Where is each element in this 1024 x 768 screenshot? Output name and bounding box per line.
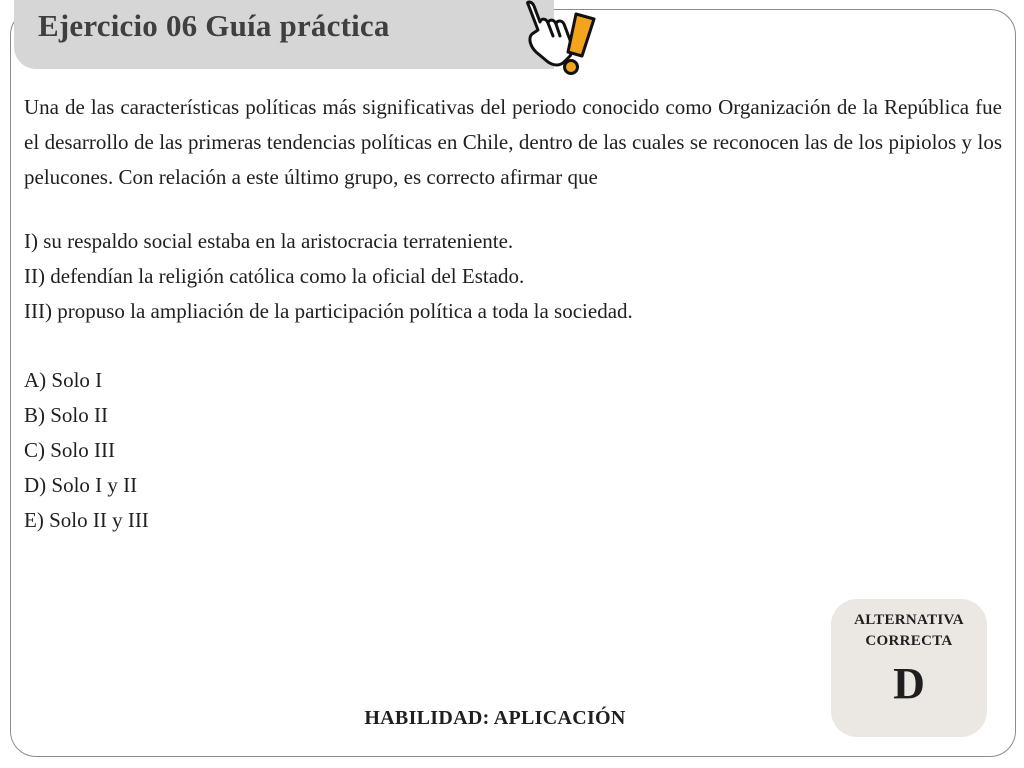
pointing-hand-exclamation-icon	[518, 0, 600, 80]
statement-item: III) propuso la ampliación de la participación política a toda la sociedad.	[24, 299, 633, 323]
option-list	[24, 363, 1002, 538]
answer-letter: D	[893, 659, 925, 708]
statement-item: II) defendían la religión católica como la oficial del Estado.	[24, 264, 525, 288]
option-a: A) Solo I	[24, 368, 103, 392]
question-text: Una de las características políticas más significativas del periodo conocido como Organización de la República fue el desarrollo de las primeras tendencias políticas en Chile, dentro de las cuales se reconocen las de los pipiolos y los pelucones. Con relación a este último grupo, es correcto afirmar que	[24, 95, 1002, 189]
page-title: Ejercicio 06 Guía práctica	[38, 8, 390, 43]
answer-caption-line2: CORRECTA	[865, 633, 953, 649]
answer-caption-line1: ALTERNATIVA	[854, 612, 964, 628]
statement-list	[24, 224, 1002, 329]
option-b: B) Solo II	[24, 403, 108, 427]
exercise-content	[24, 90, 1002, 538]
option-d: D) Solo I y II	[24, 473, 138, 497]
skill-label: HABILIDAD: APLICACIÓN	[364, 707, 626, 729]
option-c: C) Solo III	[24, 438, 115, 462]
answer-caption	[831, 610, 987, 652]
statement-item: I) su respaldo social estaba en la aristocracia terrateniente.	[24, 229, 514, 253]
option-e: E) Solo II y III	[24, 508, 149, 532]
